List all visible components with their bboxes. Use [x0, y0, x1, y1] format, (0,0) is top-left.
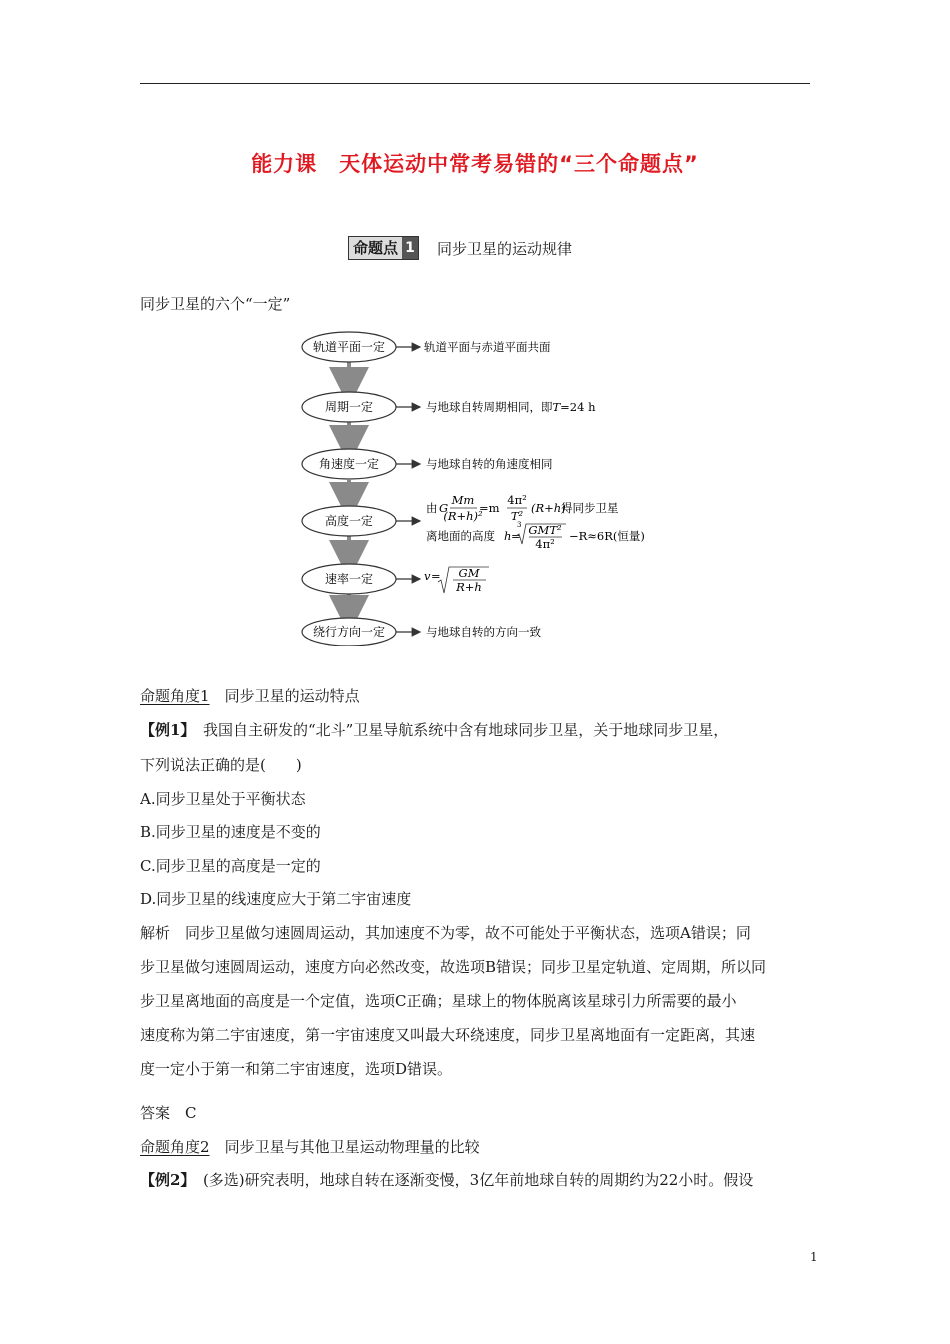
note-angular: 与地球自转的角速度相同: [426, 457, 553, 471]
note-orbit: 轨道平面与赤道平面共面: [424, 340, 551, 354]
angle1-label: 命题角度1: [140, 687, 210, 705]
option-a: A.同步卫星处于平衡状态: [140, 790, 306, 808]
svg-text:R+h: R+h: [456, 580, 482, 594]
svg-text:GM: GM: [458, 566, 480, 580]
angle2-label: 命题角度2: [140, 1138, 210, 1156]
analysis-line: 步卫星做匀速圆周运动，速度方向必然改变，故选项B错误；同步卫星定轨道、定周期，所以同: [140, 958, 767, 976]
flow-node-label: 绕行方向一定: [312, 625, 386, 639]
angle2-heading: [140, 1137, 480, 1157]
flow-node: [302, 449, 396, 479]
flow-node: [302, 506, 396, 536]
example1-tag: 【例1】: [140, 721, 188, 739]
svg-text:离地面的高度: 离地面的高度: [426, 529, 495, 543]
note-period: 与地球自转周期相同，即T=24 h: [426, 400, 596, 414]
section-title: 同步卫星的运动规律: [437, 239, 573, 258]
example1-line1: 【例1】 我国自主研发的“北斗”卫星导航系统中含有地球同步卫星，关于地球同步卫星，: [140, 721, 729, 739]
option-c: C.同步卫星的高度是一定的: [140, 857, 321, 875]
note-direction: 与地球自转的方向一致: [426, 625, 541, 639]
svg-text:h: h: [504, 529, 512, 543]
svg-text:=: =: [431, 569, 441, 583]
header-rule: [140, 83, 810, 84]
analysis-line: 步卫星离地面的高度是一个定值，选项C正确；星球上的物体脱离该星球引力所需要的最小: [140, 992, 737, 1010]
svg-text:=: =: [511, 529, 521, 543]
example1-line2: 下列说法正确的是( ): [140, 756, 302, 774]
svg-text:−R≈6R(恒量): −R≈6R(恒量): [569, 529, 645, 543]
flow-node-label: 速率一定: [324, 572, 374, 586]
flow-node-label: 周期一定: [324, 400, 374, 414]
flow-node: [302, 618, 396, 646]
section-badge-label: 命题点: [349, 237, 402, 259]
svg-text:4π²: 4π²: [507, 493, 527, 507]
flowchart: [296, 328, 676, 646]
analysis-line: 速度称为第二宇宙速度，第一宇宙速度又叫最大环绕速度，同步卫星离地面有一定距离，其速: [140, 1026, 756, 1044]
flow-node: [302, 332, 396, 362]
analysis-line: 度一定小于第一和第二宇宙速度，选项D错误。: [140, 1060, 453, 1078]
svg-text:4π²: 4π²: [535, 537, 555, 551]
flow-node-label: 轨道平面一定: [312, 340, 386, 354]
svg-text:T²: T²: [510, 509, 524, 523]
page-title: 能力课 天体运动中常考易错的“三个命题点”: [251, 152, 699, 176]
note-speed-formula: [424, 566, 489, 594]
svg-text:GMT²: GMT²: [528, 523, 562, 537]
svg-text:(R+h)²: (R+h)²: [443, 509, 483, 523]
section-badge: [348, 236, 419, 260]
svg-text:Mm: Mm: [451, 493, 475, 507]
svg-text:(R+h): (R+h): [531, 501, 566, 515]
flow-node-label: 高度一定: [324, 514, 374, 528]
flow-node: [302, 392, 396, 422]
svg-text:由: 由: [426, 501, 438, 515]
answer-line: 答案 C: [140, 1104, 197, 1122]
svg-text:3: 3: [517, 521, 522, 529]
svg-text:=m: =m: [479, 501, 500, 515]
option-b: B.同步卫星的速度是不变的: [140, 823, 321, 841]
example2-line1: 【例2】 (多选)研究表明，地球自转在逐渐变慢，3亿年前地球自转的周期约为22小时。假设: [140, 1171, 754, 1189]
section-badge-number: 1: [402, 237, 418, 259]
svg-text:得同步卫星: 得同步卫星: [561, 501, 619, 515]
example2-tag: 【例2】: [140, 1171, 188, 1189]
flow-node: [302, 564, 396, 594]
section-heading: [348, 236, 572, 260]
angle2-text: 同步卫星与其他卫星运动物理量的比较: [224, 1138, 480, 1156]
note-height-formula: [426, 493, 645, 551]
page-number: 1: [810, 1250, 818, 1264]
angle1-text: 同步卫星的运动特点: [224, 687, 360, 705]
option-d: D.同步卫星的线速度应大于第二宇宙速度: [140, 890, 412, 908]
angle1-heading: [140, 686, 360, 706]
analysis-line: 解析 同步卫星做匀速圆周运动，其加速度不为零，故不可能处于平衡状态，选项A错误；同: [140, 924, 751, 942]
svg-text:G: G: [439, 501, 449, 515]
flow-node-label: 角速度一定: [318, 457, 380, 471]
svg-text:v: v: [424, 569, 431, 583]
intro-text: 同步卫星的六个“一定”: [140, 295, 291, 313]
